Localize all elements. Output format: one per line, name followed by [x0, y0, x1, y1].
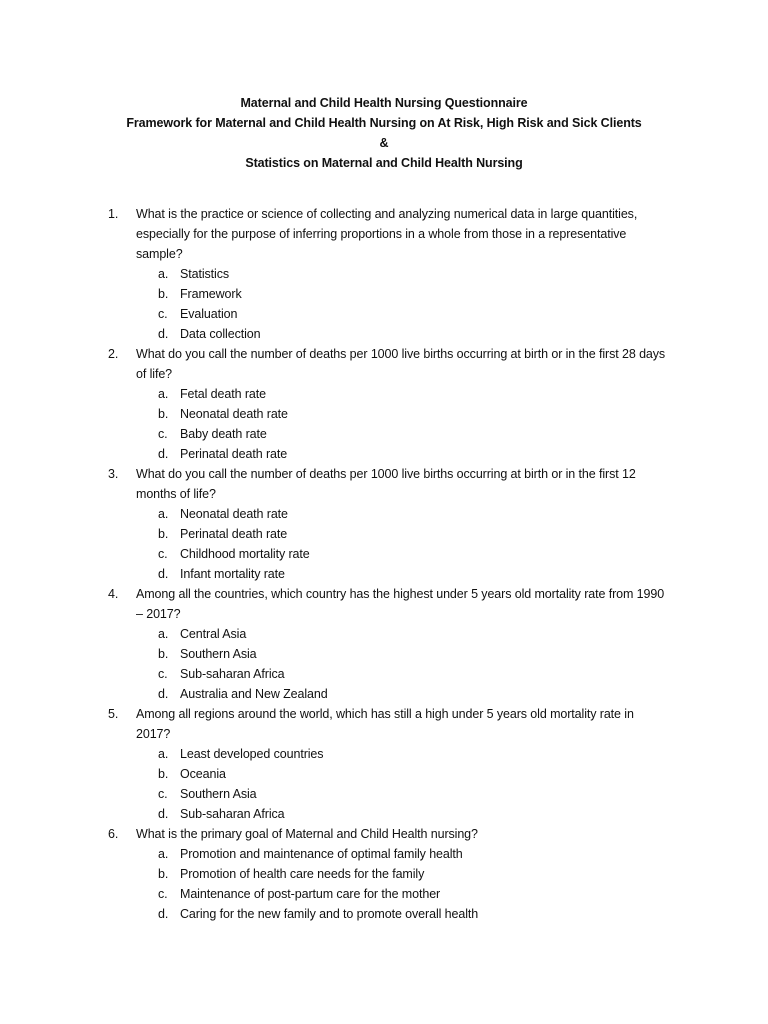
answer-option: [108, 744, 668, 764]
question-number: 3.: [108, 467, 119, 481]
answer-option: [108, 324, 668, 344]
option-text: Perinatal death rate: [180, 527, 288, 541]
option-text: Neonatal death rate: [180, 407, 288, 421]
option-letter: c.: [158, 547, 168, 561]
option-text: Maintenance of post-partum care for the mother: [180, 887, 441, 901]
document-subtitle-2: Statistics on Maternal and Child Health Nursing: [245, 156, 523, 170]
question-text: What is the practice or science of collecting and analyzing numerical data in large quantities, especially for the purpose of inferring proportions in a whole from those in a representative sample?: [136, 207, 638, 261]
question-text: What is the primary goal of Maternal and Child Health nursing?: [136, 827, 478, 841]
option-text: Central Asia: [180, 627, 247, 641]
option-letter: c.: [158, 427, 168, 441]
question-item: [108, 584, 668, 704]
option-letter: b.: [158, 767, 169, 781]
answer-option: [108, 804, 668, 824]
answer-option: [108, 304, 668, 324]
question-text: Among all regions around the world, which has still a high under 5 years old mortality rate in 2017?: [136, 707, 634, 741]
question-list: [108, 204, 668, 924]
answer-option: [108, 404, 668, 424]
option-letter: b.: [158, 287, 169, 301]
option-text: Caring for the new family and to promote overall health: [180, 907, 479, 921]
option-letter: a.: [158, 507, 169, 521]
document-header: [0, 93, 768, 173]
question-text: What do you call the number of deaths per 1000 live births occurring at birth or in the first 12 months of life?: [136, 467, 636, 501]
option-text: Infant mortality rate: [180, 567, 285, 581]
question-item: [108, 464, 668, 584]
answer-option: [108, 444, 668, 464]
question-row: [108, 824, 668, 844]
question-row: [108, 704, 668, 744]
answer-option: [108, 284, 668, 304]
question-item: [108, 824, 668, 924]
option-letter: d.: [158, 327, 169, 341]
question-number: 1.: [108, 207, 119, 221]
option-letter: c.: [158, 787, 168, 801]
option-letter: b.: [158, 527, 169, 541]
question-row: [108, 344, 668, 384]
option-letter: a.: [158, 847, 169, 861]
option-letter: a.: [158, 747, 169, 761]
option-text: Sub-saharan Africa: [180, 667, 285, 681]
option-text: Promotion of health care needs for the family: [180, 867, 425, 881]
answer-option: [108, 564, 668, 584]
option-letter: b.: [158, 867, 169, 881]
option-text: Sub-saharan Africa: [180, 807, 285, 821]
option-text: Oceania: [180, 767, 226, 781]
answer-option: [108, 644, 668, 664]
option-letter: c.: [158, 667, 168, 681]
answer-option: [108, 544, 668, 564]
question-number: 4.: [108, 587, 119, 601]
answer-option: [108, 784, 668, 804]
answer-option: [108, 884, 668, 904]
option-text: Neonatal death rate: [180, 507, 288, 521]
option-text: Southern Asia: [180, 647, 257, 661]
question-number: 5.: [108, 707, 119, 721]
option-text: Framework: [180, 287, 242, 301]
option-text: Least developed countries: [180, 747, 324, 761]
option-text: Childhood mortality rate: [180, 547, 310, 561]
option-letter: d.: [158, 687, 169, 701]
option-letter: b.: [158, 407, 169, 421]
option-text: Promotion and maintenance of optimal family health: [180, 847, 463, 861]
option-text: Australia and New Zealand: [180, 687, 328, 701]
option-letter: c.: [158, 307, 168, 321]
option-text: Data collection: [180, 327, 261, 341]
answer-option: [108, 904, 668, 924]
option-letter: d.: [158, 447, 169, 461]
question-row: [108, 204, 668, 264]
option-text: Fetal death rate: [180, 387, 266, 401]
option-text: Baby death rate: [180, 427, 267, 441]
question-item: [108, 704, 668, 824]
answer-option: [108, 664, 668, 684]
option-letter: c.: [158, 887, 168, 901]
answer-option: [108, 684, 668, 704]
answer-option: [108, 844, 668, 864]
document-title: Maternal and Child Health Nursing Questionnaire: [240, 96, 528, 110]
question-text: Among all the countries, which country has the highest under 5 years old mortality rate from 1990 – 2017?: [136, 587, 665, 621]
answer-option: [108, 424, 668, 444]
option-letter: a.: [158, 387, 169, 401]
option-text: Perinatal death rate: [180, 447, 288, 461]
answer-option: [108, 864, 668, 884]
question-item: [108, 204, 668, 344]
option-letter: a.: [158, 627, 169, 641]
option-letter: d.: [158, 907, 169, 921]
question-text: What do you call the number of deaths per 1000 live births occurring at birth or in the first 28 days of life?: [136, 347, 666, 381]
answer-option: [108, 384, 668, 404]
option-text: Southern Asia: [180, 787, 257, 801]
option-letter: d.: [158, 567, 169, 581]
answer-option: [108, 764, 668, 784]
question-number: 6.: [108, 827, 119, 841]
question-number: 2.: [108, 347, 119, 361]
option-letter: a.: [158, 267, 169, 281]
answer-option: [108, 504, 668, 524]
answer-option: [108, 264, 668, 284]
question-item: [108, 344, 668, 464]
answer-option: [108, 624, 668, 644]
answer-option: [108, 524, 668, 544]
document-subtitle: Framework for Maternal and Child Health Nursing on At Risk, High Risk and Sick Clients: [126, 116, 642, 130]
question-row: [108, 464, 668, 504]
option-letter: d.: [158, 807, 169, 821]
option-letter: b.: [158, 647, 169, 661]
option-text: Statistics: [180, 267, 230, 281]
document-ampersand: &: [379, 136, 389, 150]
question-row: [108, 584, 668, 624]
option-text: Evaluation: [180, 307, 238, 321]
